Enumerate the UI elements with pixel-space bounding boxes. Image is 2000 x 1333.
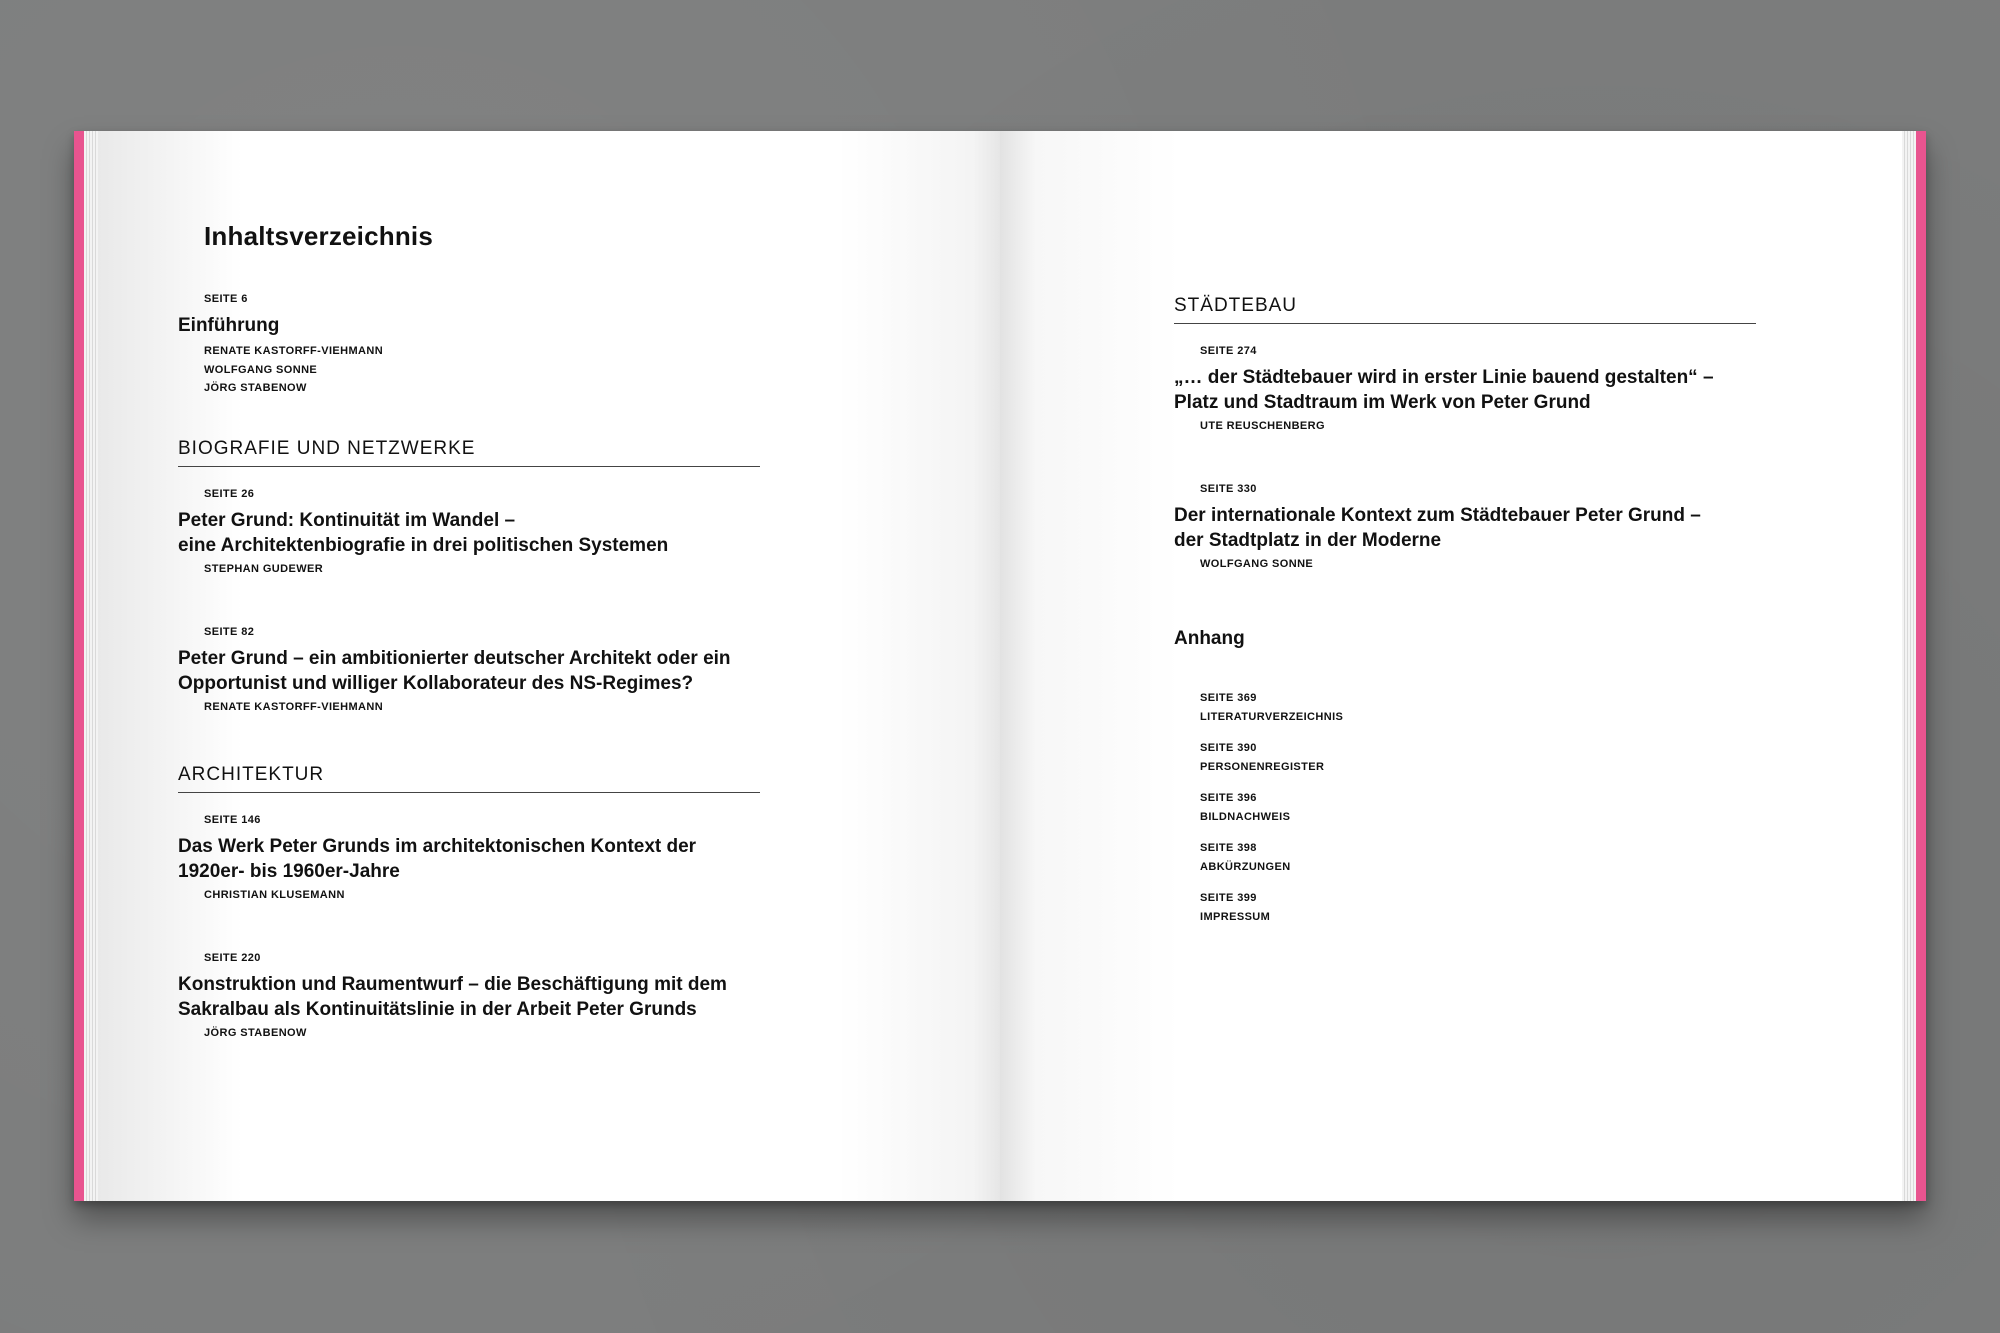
entry-title (178, 972, 727, 1022)
open-book (74, 131, 1926, 1201)
entry-title-line: Konstruktion und Raumentwurf – die Beschäftigung mit dem (178, 974, 727, 995)
appendix-item (1200, 889, 1270, 927)
entry-page-number: SEITE 220 (204, 952, 261, 964)
appendix-label: IMPRESSUM (1200, 911, 1271, 923)
entry-title (1174, 365, 1714, 415)
entry-author: JÖRG STABENOW (204, 1027, 307, 1039)
cover-edge-left (74, 131, 84, 1201)
entry-title (1174, 503, 1701, 553)
entry-title-line: Sakralbau als Kontinuitätslinie in der Arbeit Peter Grunds (178, 999, 697, 1020)
author: JÖRG STABENOW (204, 382, 307, 394)
appendix-page-number: SEITE 399 (1200, 892, 1257, 904)
entry-page-number: SEITE 146 (204, 814, 261, 826)
appendix-page-number: SEITE 390 (1200, 742, 1257, 754)
entry-author: WOLFGANG SONNE (1200, 558, 1314, 570)
appendix-item (1200, 739, 1324, 777)
appendix-label: ABKÜRZUNGEN (1200, 861, 1291, 873)
page-stack-left (84, 131, 98, 1201)
section-heading-architektur: ARCHITEKTUR (178, 764, 760, 793)
appendix-label: PERSONENREGISTER (1200, 761, 1325, 773)
section-heading-biografie: BIOGRAFIE UND NETZWERKE (178, 438, 760, 467)
intro-page-number: SEITE 6 (204, 293, 248, 305)
appendix-label: LITERATURVERZEICHNIS (1200, 711, 1344, 723)
section-heading-staedtebau: STÄDTEBAU (1174, 295, 1756, 324)
entry-title-line: „… der Städtebauer wird in erster Linie bauend gestalten“ – (1174, 367, 1714, 388)
author: WOLFGANG SONNE (204, 363, 318, 376)
entry-title (178, 646, 731, 696)
appendix-item (1200, 689, 1343, 727)
entry-page-number: SEITE 330 (1200, 483, 1257, 495)
author: RENATE KASTORFF-VIEHMANN (204, 345, 384, 357)
right-page (1000, 131, 1902, 1201)
entry-page-number: SEITE 274 (1200, 345, 1257, 357)
toc-title: Inhaltsverzeichnis (204, 221, 434, 251)
entry-title (178, 834, 696, 884)
entry-title (178, 508, 668, 558)
appendix-label: BILDNACHWEIS (1200, 811, 1291, 823)
entry-title-line: Opportunist und williger Kollaborateur des NS-Regimes? (178, 673, 694, 694)
left-page (98, 131, 1000, 1201)
entry-author: CHRISTIAN KLUSEMANN (204, 889, 345, 901)
entry-page-number: SEITE 26 (204, 488, 255, 500)
entry-author: STEPHAN GUDEWER (204, 563, 324, 575)
entry-title-line: Der internationale Kontext zum Städtebauer Peter Grund – (1174, 505, 1701, 526)
appendix-page-number: SEITE 369 (1200, 692, 1257, 704)
page-stack-right (1902, 131, 1916, 1201)
appendix-page-number: SEITE 396 (1200, 792, 1257, 804)
appendix-item (1200, 839, 1291, 877)
intro-authors (204, 342, 383, 398)
intro-title: Einführung (178, 315, 280, 336)
entry-title-line: der Stadtplatz in der Moderne (1174, 530, 1442, 551)
entry-title-line: Platz und Stadtraum im Werk von Peter Grund (1174, 392, 1591, 413)
entry-title-line: Peter Grund – ein ambitionierter deutscher Architekt oder ein (178, 648, 731, 669)
appendix-heading: Anhang (1174, 628, 1245, 649)
entry-title-line: 1920er- bis 1960er-Jahre (178, 861, 400, 882)
entry-author: RENATE KASTORFF-VIEHMANN (204, 701, 384, 713)
appendix-item (1200, 789, 1290, 827)
entry-page-number: SEITE 82 (204, 626, 255, 638)
cover-edge-right (1916, 131, 1926, 1201)
entry-author: UTE REUSCHENBERG (1200, 420, 1325, 432)
entry-title-line: Das Werk Peter Grunds im architektonischen Kontext der (178, 836, 697, 857)
appendix-page-number: SEITE 398 (1200, 842, 1257, 854)
entry-title-line: eine Architektenbiografie in drei politischen Systemen (178, 535, 669, 556)
entry-title-line: Peter Grund: Kontinuität im Wandel – (178, 510, 516, 531)
